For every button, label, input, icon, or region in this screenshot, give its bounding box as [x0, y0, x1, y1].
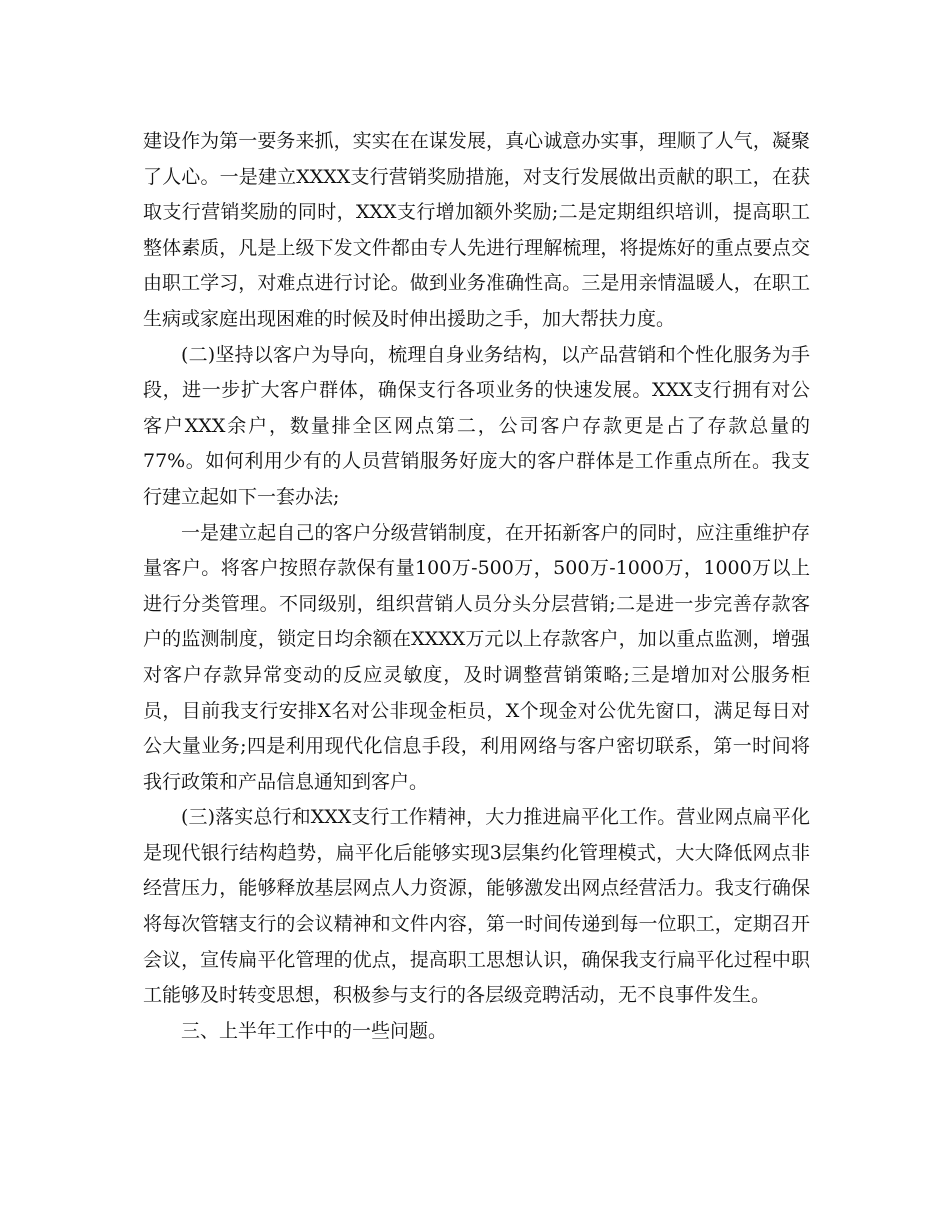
- paragraph-section-two: (二)坚持以客户为导向，梳理自身业务结构，以产品营销和个性化服务为手段，进一步扩大客户群体，确保支行各项业务的快速发展。XXX支行拥有对公客户XXX余户，数量排全区网点第二，公司客户存款更是占了存款总量的77%。如何利用少有的人员营销服务好庞大的客户群体是工作重点所在。我支行建立起如下一套办法;: [143, 343, 810, 508]
- paragraph-continuation: 建设作为第一要务来抓，实实在在谋发展，真心诚意办实事，理顺了人气，凝聚了人心。一是建立XXXX支行营销奖励措施，对支行发展做出贡献的职工，在获取支行营销奖励的同时，XXX支行增加额外奖励;二是定期组织培训，提高职工整体素质，凡是上级下发文件都由专人先进行理解梳理，将提炼好的重点要点交由职工学习，对难点进行讨论。做到业务准确性高。三是用亲情温暖人，在职工生病或家庭出现困难的时候及时伸出援助之手，加大帮扶力度。: [143, 130, 810, 330]
- document-page: [143, 124, 810, 1049]
- paragraph-heading-problems: 三、上半年工作中的一些问题。: [181, 1019, 448, 1042]
- paragraph-customer-tiers: 一是建立起自己的客户分级营销制度，在开拓新客户的同时，应注重维护存量客户。将客户按照存款保有量100万-500万，500万-1000万，1000万以上进行分类管理。不同级别，组织营销人员分头分层营销;二是进一步完善存款客户的监测制度，锁定日均余额在XXXX万元以上存款客户，加以重点监测，增强对客户存款异常变动的反应灵敏度，及时调整营销策略;三是增加对公服务柜员，目前我支行安排X名对公非现金柜员，X个现金对公优先窗口，满足每日对公大量业务;四是利用现代化信息手段，利用网络与客户密切联系，第一时间将我行政策和产品信息通知到客户。: [143, 521, 810, 793]
- paragraph-section-three: (三)落实总行和XXX支行工作精神，大力推进扁平化工作。营业网点扁平化是现代银行结构趋势，扁平化后能够实现3层集约化管理模式，大大降低网点非经营压力，能够释放基层网点人力资源，能够激发出网点经营活力。我支行确保将每次管辖支行的会议精神和文件内容，第一时间传递到每一位职工，定期召开会议，宣传扁平化管理的优点，提高职工思想认识，确保我支行扁平化过程中职工能够及时转变思想，积极参与支行的各层级竞聘活动，无不良事件发生。: [143, 806, 810, 1007]
